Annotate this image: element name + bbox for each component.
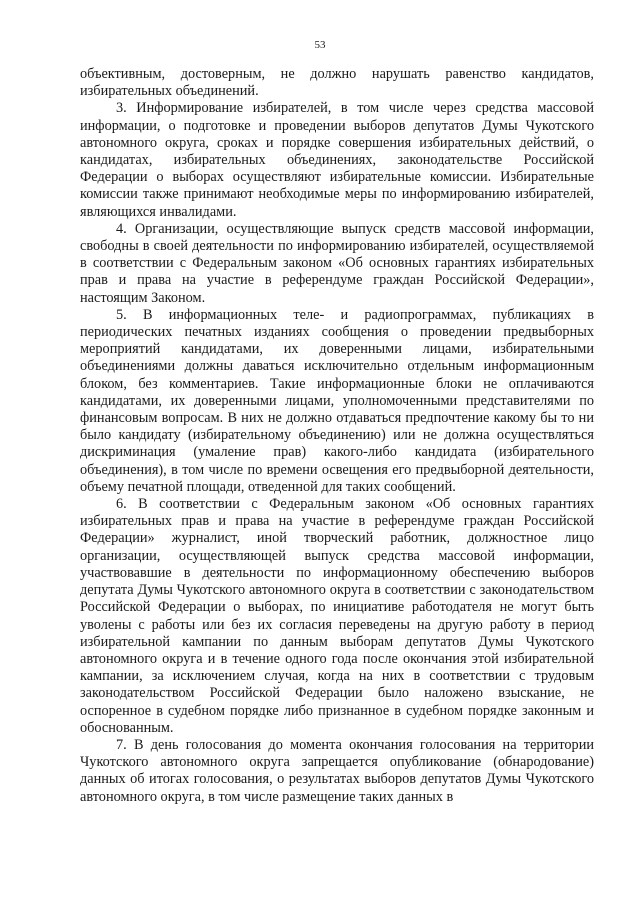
paragraph-item-6: 6. В соответствии с Федеральным законом «Об основных гарантиях избирательных прав и права на участие в референдуме граждан Российской Федерации» журналист, иной творческий работник, должностное лицо организации, осуществляющей выпуск средства массовой информации, участвовавшие в деятельности по информационному обеспечению выборов депутата Думы Чукотского автономного округа в соответствии с законодательством Российской Федерации о выборах, по инициативе работодателя не могут быть уволены с работы или без их согласия переведены на другую работу в период избирательной кампании по данным выборам депутатов Думы Чукотского автономного округа и в течение одного года после окончания этой избирательной кампании, за исключением случая, когда на них в соответствии с трудовым законодательством Российской Федерации было наложено взыскание, не оспоренное в судебном порядке либо признанное в судебном порядке законным и обоснованным. [80,496,594,736]
paragraph-item-7: 7. В день голосования до момента окончания голосования на территории Чукотского автономного округа запрещается опубликование (обнародование) данных об итогах голосования, о результатах выборов депутатов Думы Чукотского автономного округа, в том числе размещение таких данных в [80,736,594,805]
paragraph-item-3: 3. Информирование избирателей, в том числе через средства массовой информации, о подготовке и проведении выборов депутатов Думы Чукотского автономного округа, сроках и порядке совершения избирательных действий, о кандидатах, избирательных объединениях, законодательстве Российской Федерации о выборах осуществляют избирательные комиссии. Избирательные комиссии также принимают необходимые меры по информированию избирателей, являющихся инвалидами. [80,100,594,220]
paragraph-continuation: объективным, достоверным, не должно нарушать равенство кандидатов, избирательных объединений. [80,66,594,100]
paragraph-item-4: 4. Организации, осуществляющие выпуск средств массовой информации, свободны в своей деятельности по информированию избирателей, осуществляемой в соответствии с Федеральным законом «Об основных гарантиях избирательных прав и права на участие в референдуме граждан Российской Федерации», настоящим Законом. [80,220,594,306]
document-body [80,66,594,806]
paragraph-item-5: 5. В информационных теле- и радиопрограммах, публикациях в периодических печатных изданиях сообщения о проведении предвыборных мероприятий кандидатами, их доверенными лицами, избирательными объединениями должны даваться исключительно отдельным информационным блоком, без комментариев. Такие информационные блоки не оплачиваются кандидатами, их доверенными лицами, уполномоченными представителями по финансовым вопросам. В них не должно отдаваться предпочтение какому бы то ни было кандидату (избирательному объединению) или не должна осуществляться дискриминация (умаление прав) какого-либо кандидата (избирательного объединения), в том числе по времени освещения его предвыборной деятельности, объему печатной площади, отведенной для таких сообщений. [80,306,594,495]
page-number: 53 [314,39,326,51]
